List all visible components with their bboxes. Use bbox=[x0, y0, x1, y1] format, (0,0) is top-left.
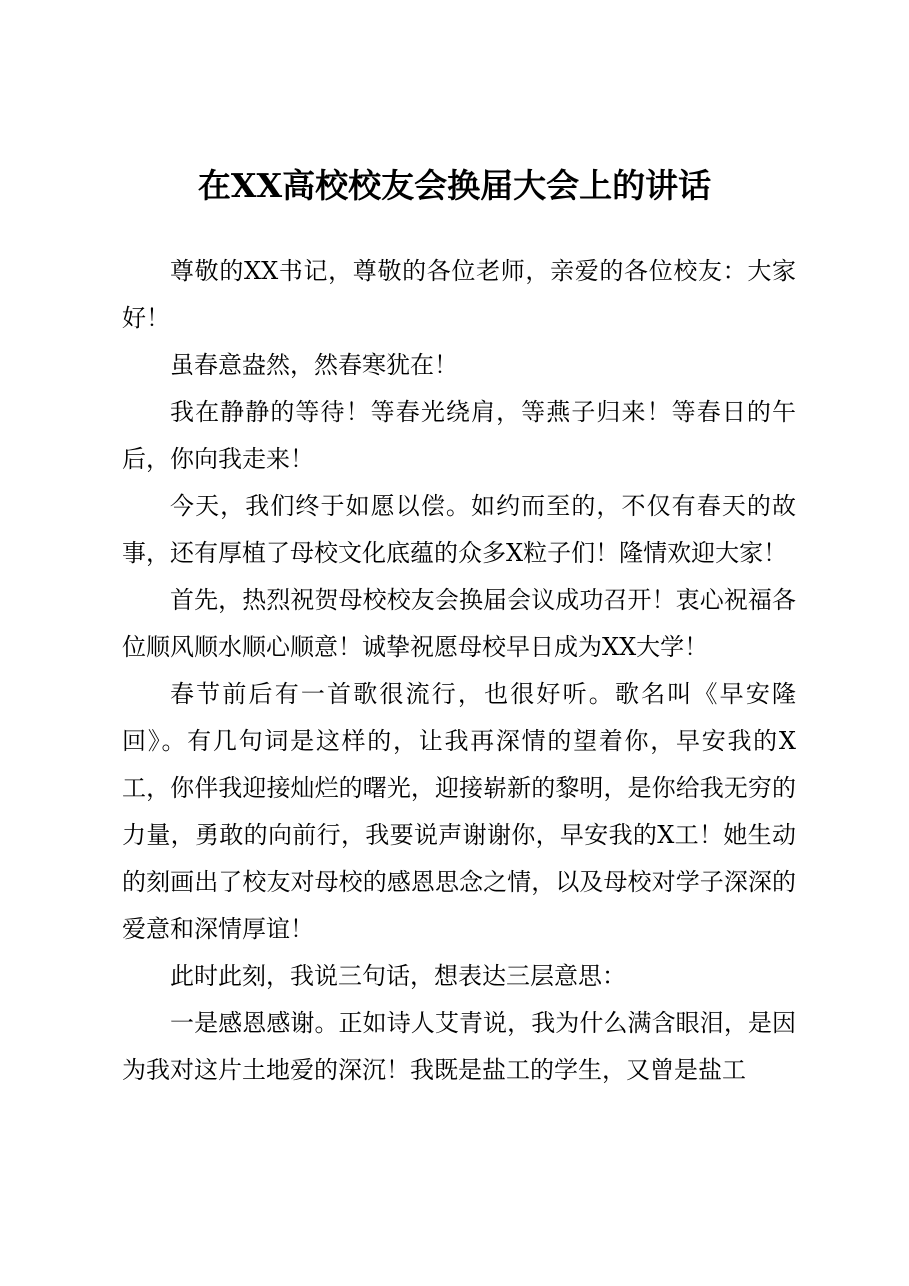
paragraph-song: 春节前后有一首歌很流行，也很好听。歌名叫《早安隆回》。有几句词是这样的，让我再深情的望着你，早安我的X工，你伴我迎接灿烂的曙光，迎接崭新的黎明，是你给我无穷的力量，勇敢的向前行，我要说声谢谢你，早安我的X工！她生动的刻画出了校友对母校的感恩思念之情，以及母校对学子深深的爱意和深情厚谊！ bbox=[122, 680, 796, 943]
paragraph-three-points: 此时此刻，我说三句话，想表达三层意思： bbox=[170, 962, 626, 990]
paragraph-waiting: 我在静静的等待！等春光绕肩，等燕子归来！等春日的午后，你向我走来！ bbox=[122, 398, 796, 473]
paragraph-today: 今天，我们终于如愿以偿。如约而至的，不仅有春天的故事，还有厚植了母校文化底蕴的众多X粒子们！隆情欢迎大家！ bbox=[122, 492, 796, 567]
document-body bbox=[122, 248, 796, 1094]
paragraph-congratulations: 首先，热烈祝贺母校校友会换届会议成功召开！衷心祝福各位顺风顺水顺心顺意！诚挚祝愿母校早日成为XX大学！ bbox=[122, 586, 796, 661]
document-title: 在XX高校校友会换届大会上的讲话 bbox=[197, 166, 712, 205]
paragraph-gratitude: 一是感恩感谢。正如诗人艾青说，我为什么满含眼泪，是因为我对这片土地爱的深沉！我既是盐工的学生，又曾是盐工 bbox=[122, 1009, 796, 1084]
paragraph-spring: 虽春意盎然，然春寒犹在！ bbox=[170, 351, 458, 379]
paragraph-greeting: 尊敬的XX书记，尊敬的各位老师，亲爱的各位校友：大家好！ bbox=[122, 257, 796, 332]
